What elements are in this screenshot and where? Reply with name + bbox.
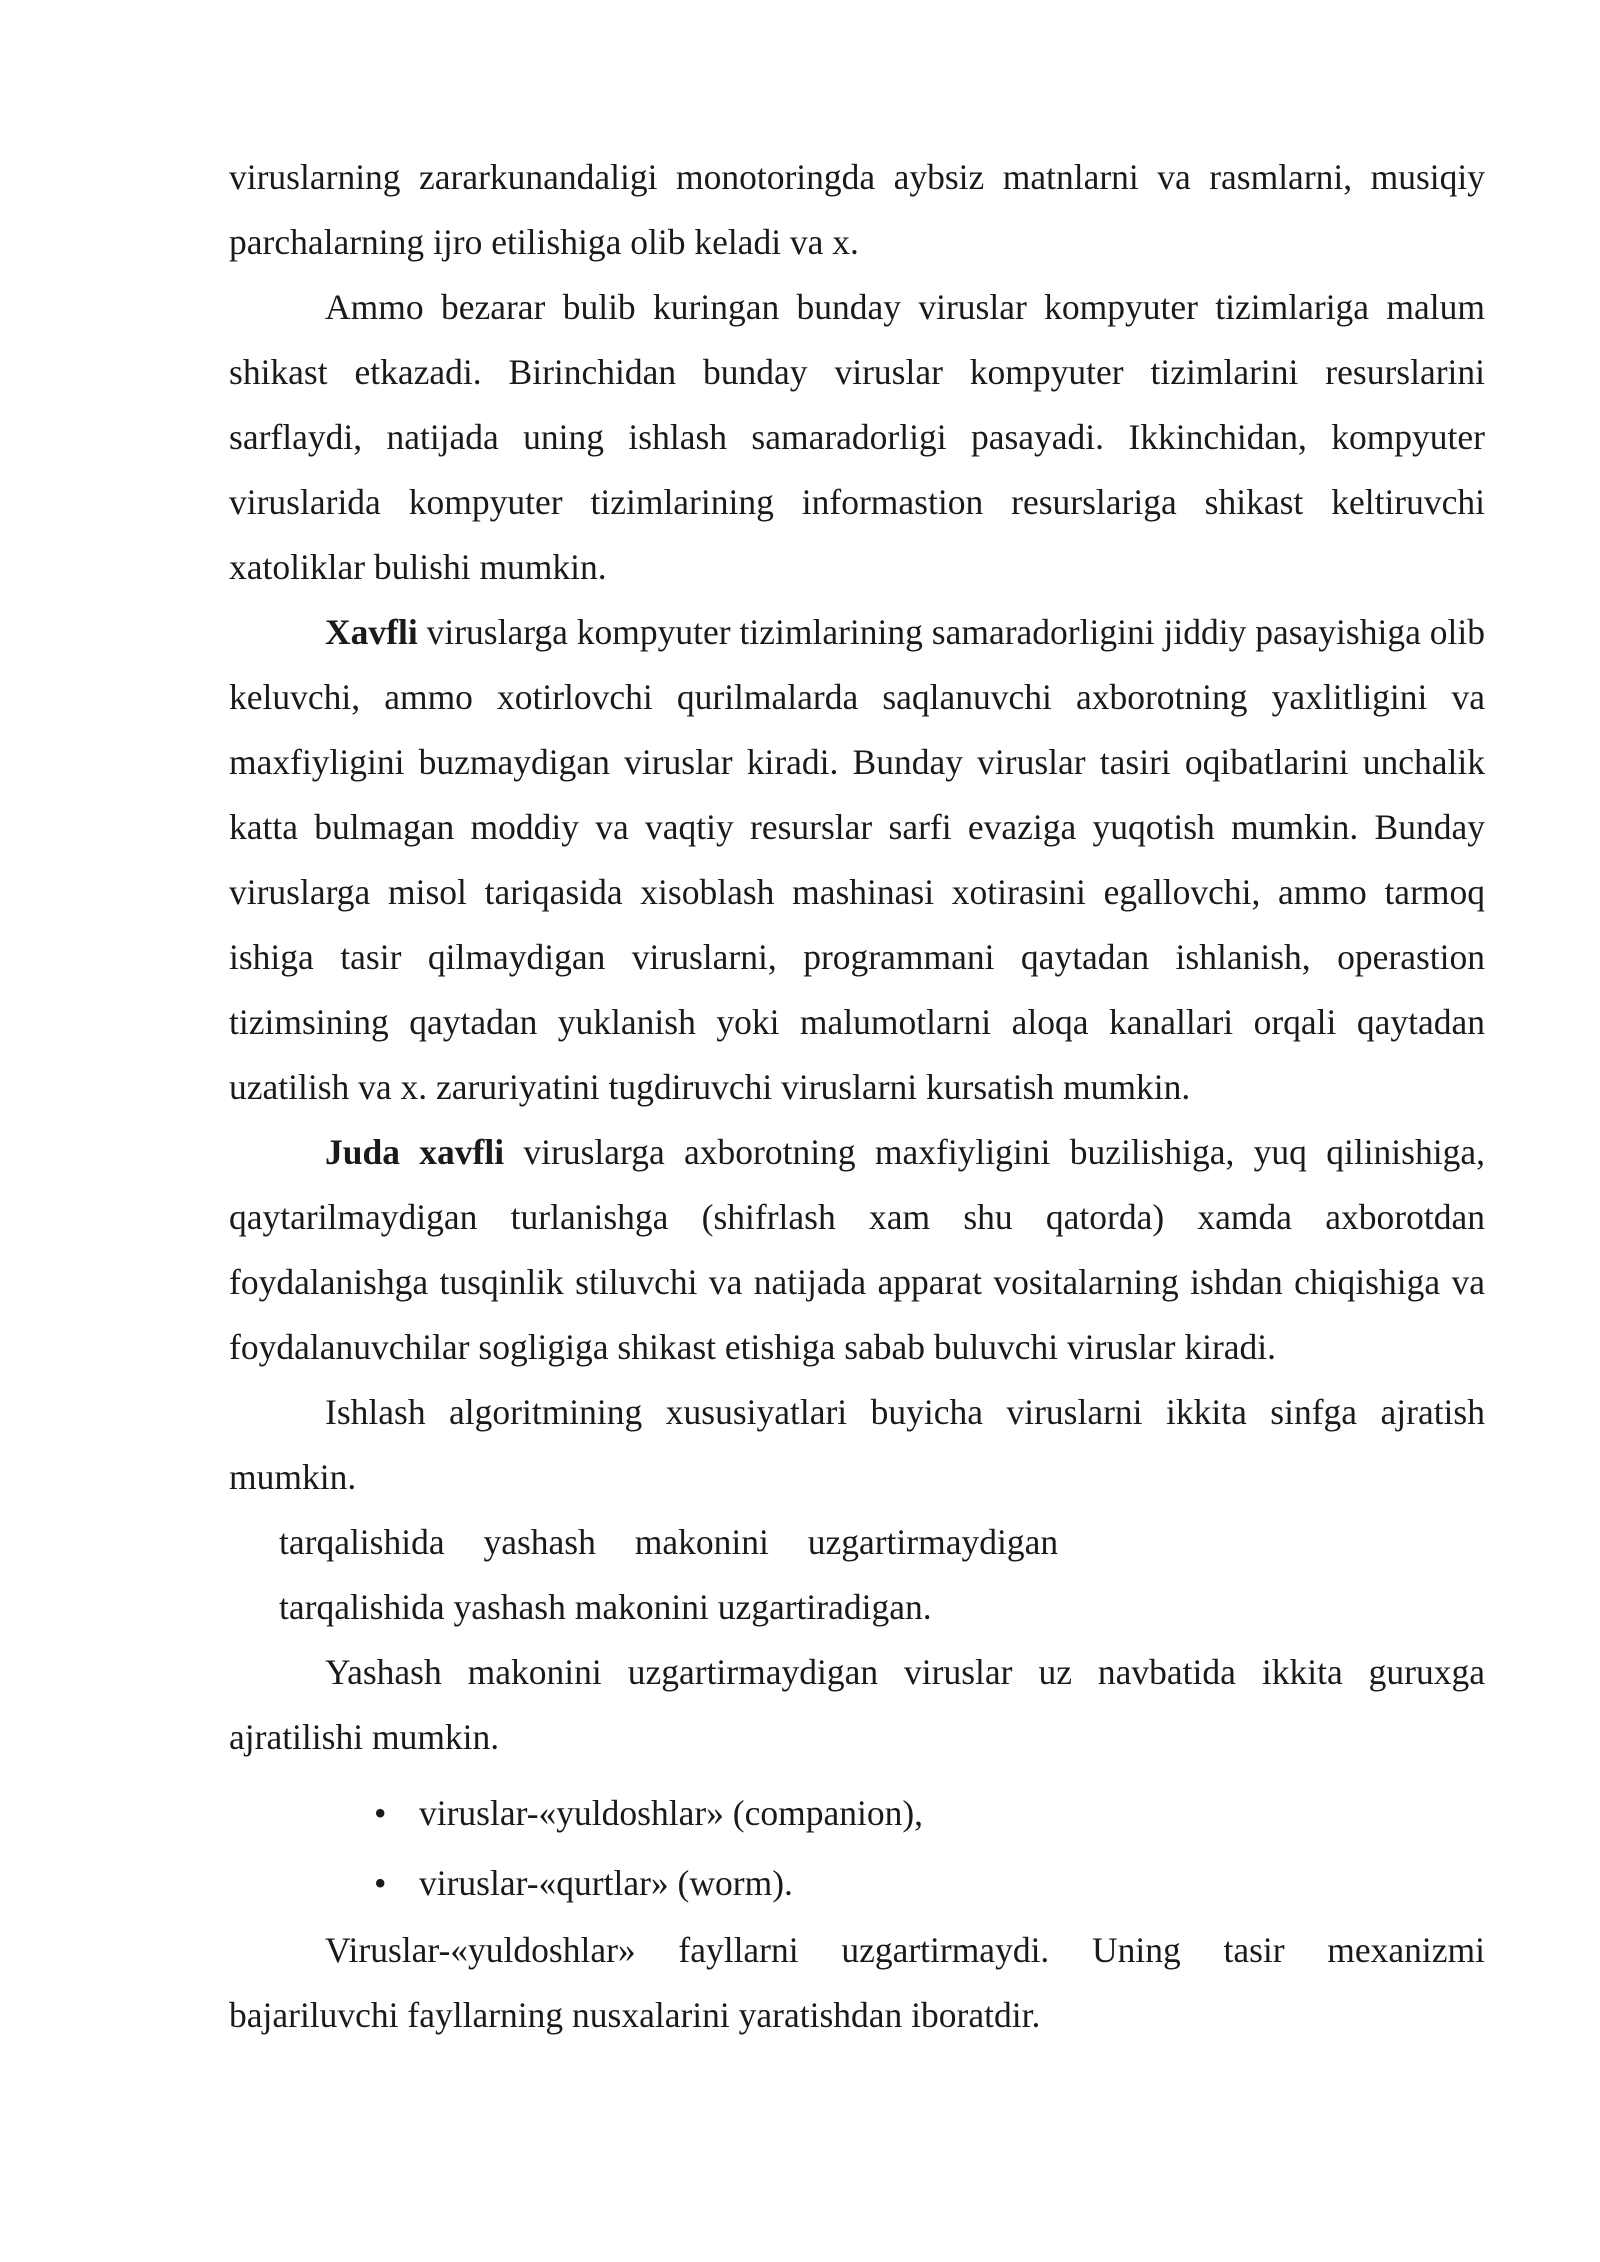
document-page <box>229 145 1485 2048</box>
term-dangerous: Xavfli <box>325 612 418 652</box>
paragraph-very-dangerous-text: viruslarga axborotning maxfiyligini buzilishiga, yuq qilinishiga, qaytarilmaydigan turlanishga (shifrlash xam shu qatorda) xamda axborotdan foydalanishga tusqinlik stiluvchi va natijada apparat vositalarning ishdan chiqishiga va foydalanuvchilar sogligiga shikast etishiga sabab buluvchi viruslar kiradi. <box>229 1132 1485 1367</box>
term-very-dangerous: Juda xavfli <box>325 1132 505 1172</box>
bullet-item-worm <box>229 1848 1485 1918</box>
paragraph-continuation: viruslarning zararkunandaligi monotoringda aybsiz matnlarni va rasmlarni, musiqiy parchalarning ijro etilishiga olib keladi va x. <box>229 157 1485 262</box>
paragraph-non-modifying-groups: Yashash makonini uzgartirmaydigan viruslar uz navbatida ikkita guruxga ajratilishi mumkin. <box>229 1652 1485 1757</box>
paragraph-companion-viruses: Viruslar-«yuldoshlar» fayllarni uzgartirmaydi. Uning tasir mexanizmi bajariluvchi fayllarning nusxalarini yaratishdan iboratdir. <box>229 1930 1485 2035</box>
bullet-list <box>229 1778 1485 1918</box>
paragraph-very-dangerous-viruses <box>229 1120 1485 1380</box>
paragraph-harmless-viruses: Ammo bezarar bulib kuringan bunday viruslar kompyuter tizimlariga malum shikast etkazadi. Birinchidan bunday viruslar kompyuter tizimlarini resurslarini sarflaydi, natijada uning ishlash samaradorligi pasayadi. Ikkinchidan, kompyuter viruslarida kompyuter tizimlarining informastion resurslariga shikast keltiruvchi xatoliklar bulishi mumkin. <box>229 287 1485 587</box>
paragraph-dangerous-text: viruslarga kompyuter tizimlarining samaradorligini jiddiy pasayishiga olib keluvchi, ammo xotirlovchi qurilmalarda saqlanuvchi axborotning yaxlitligini va maxfiyligini buzmaydigan viruslar kiradi. Bunday viruslar tasiri oqibatlarini unchalik katta bulmagan moddiy va vaqtiy resurslar sarfi evaziga yuqotish mumkin. Bunday viruslarga misol tariqasida xisoblash mashinasi xotirasini egallovchi, ammo tarmoq ishiga tasir qilmaydigan viruslarni, programmani qaytadan ishlanish, operastion tizimsining qaytadan yuklanish yoki malumotlarni aloqa kanallari orqali qaytadan uzatilish va x. zaruriyatini tugdiruvchi viruslarni kursatish mumkin. <box>229 612 1485 1107</box>
paragraph-algorithm-classes: Ishlash algoritmining xususiyatlari buyicha viruslarni ikkita sinfga ajratish mumkin. <box>229 1392 1485 1497</box>
bullet-text: viruslar-«yuldoshlar» (companion), <box>419 1793 924 1833</box>
bullet-text: viruslar-«qurtlar» (worm). <box>419 1863 793 1903</box>
class-item-1: tarqalishida yashash makonini uzgartirmaydigan <box>279 1522 1059 1562</box>
class-item-2: tarqalishida yashash makonini uzgartiradigan. <box>279 1587 932 1627</box>
paragraph-dangerous-viruses <box>229 600 1485 1120</box>
bullet-icon: • <box>374 1793 387 1833</box>
bullet-icon: • <box>374 1863 387 1903</box>
bullet-item-companion <box>229 1778 1485 1848</box>
